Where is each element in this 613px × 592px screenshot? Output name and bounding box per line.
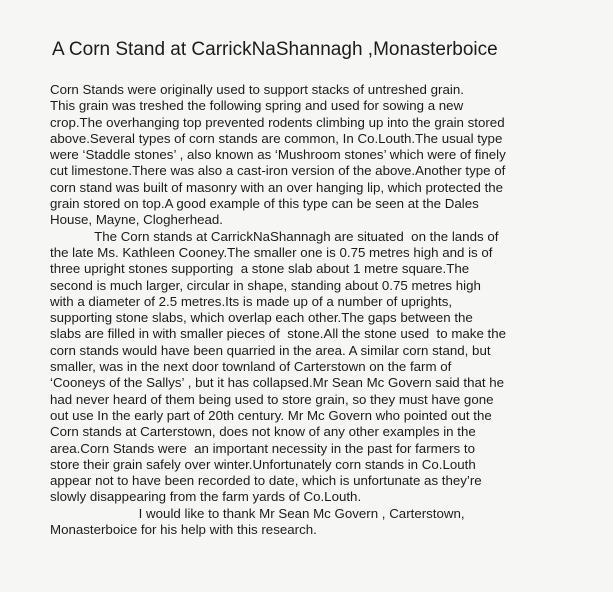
text-line: with a diameter of 2.5 metres.Its is made up of a number of uprights, <box>50 293 453 309</box>
text-line: Corn Stands were originally used to support stacks of untreshed grain. <box>50 82 464 97</box>
text-line: store their grain safely over winter.Unfortunately corn stands in Co.Louth <box>50 456 476 472</box>
document-title: A Corn Stand at CarrickNaShannagh ,Monasterboice <box>52 39 498 60</box>
text-line: appear not to have been recorded to date, which is unfortunate as they’re <box>50 473 482 489</box>
document-body <box>50 82 595 538</box>
text-line: had never heard of them being used to store grain, so they must have gone <box>50 391 494 407</box>
text-line: ‘Cooneys of the Sallys’ , but it has collapsed.Mr Sean Mc Govern said that he <box>50 375 505 391</box>
text-line: the late Ms. Kathleen Cooney.The smaller one is 0.75 metres high and is of <box>50 244 493 260</box>
text-line: grain stored on top.A good example of this type can be seen at the Dales <box>50 196 479 212</box>
text-line: I would like to thank Mr Sean Mc Govern , Carterstown, <box>50 505 465 521</box>
text-line: This grain was treshed the following spring and used for sowing a new <box>50 98 464 114</box>
text-line: cut limestone.There was also a cast-iron version of the above.Another type of <box>50 163 506 179</box>
text-line: The Corn stands at CarrickNaShannagh are situated on the lands of <box>50 228 499 244</box>
text-line: area.Corn Stands were an important necessity in the past for farmers to <box>50 440 475 456</box>
text-line: slabs are filled in with smaller pieces of stone.All the stone used to make the <box>50 326 507 342</box>
text-line: above.Several types of corn stands are common, In Co.Louth.The usual type <box>50 130 503 146</box>
text-line: corn stands would have been quarried in the area. A similar corn stand, but <box>50 342 491 358</box>
text-line: out use In the early part of 20th century. Mr Mc Govern who pointed out the <box>50 407 492 423</box>
text-line: three upright stones supporting a stone slab about 1 metre square.The <box>50 261 470 277</box>
text-line: were ‘Staddle stones’ , also known as ‘Mushroom stones’ which were of finely <box>50 147 506 163</box>
text-line: supporting stone slabs, which overlap each other.The gaps between the <box>50 310 473 326</box>
text-line: crop.The overhanging top prevented rodents climbing up into the grain stored <box>50 114 505 130</box>
text-line: second is much larger, circular in shape, standing about 0.75 metres high <box>50 277 481 293</box>
text-line: corn stand was built of masonry with an over hanging lip, which protected the <box>50 179 504 195</box>
text-line: Corn stands at Carterstown, does not know of any other examples in the <box>50 424 476 440</box>
text-line: slowly disappearing from the farm yards of Co.Louth. <box>50 489 362 505</box>
text-line: Monasterboice for his help with this research. <box>50 522 317 538</box>
text-line: smaller, was in the next door townland of Carterstown on the farm of <box>50 359 452 375</box>
text-line: House, Mayne, Clogherhead. <box>50 212 223 228</box>
